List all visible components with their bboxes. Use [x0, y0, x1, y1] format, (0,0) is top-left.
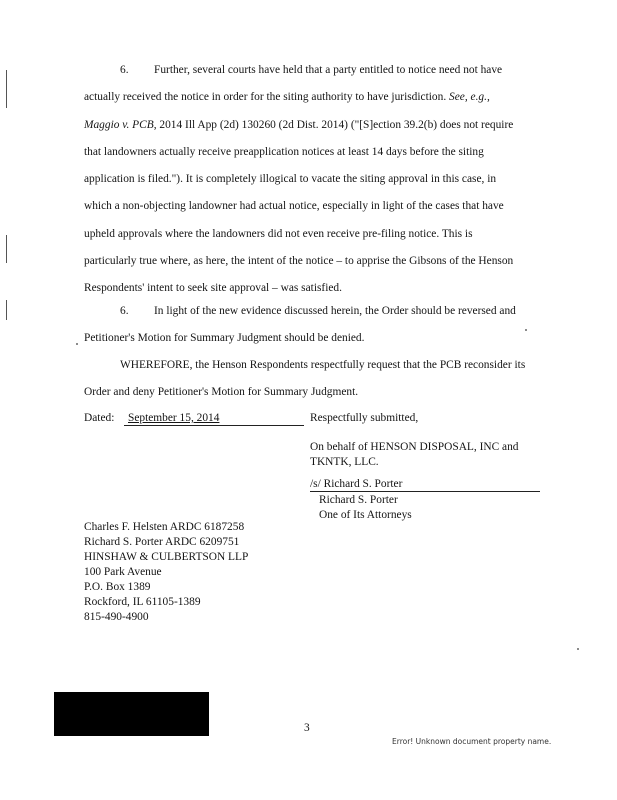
- counsel-line: P.O. Box 1389: [84, 581, 151, 593]
- scan-speck: [76, 343, 78, 345]
- paragraph-line: [84, 298, 540, 325]
- paragraph-text: WHEREFORE, the Henson Respondents respectfully request that the PCB reconsider its: [120, 359, 526, 371]
- paragraph-line: that landowners actually receive preapplication notices at least 14 days before the siting: [84, 145, 484, 158]
- wherefore-clause: [84, 352, 540, 407]
- on-behalf-line-2: TKNTK, LLC.: [310, 456, 379, 468]
- paragraph-line: particularly true where, as here, the intent of the notice – to apprise the Gibsons of the Henson: [84, 255, 514, 268]
- redaction-box: [54, 692, 209, 736]
- paragraph-line: application is filed."). It is completely illogical to vacate the siting approval in this case, in: [84, 173, 497, 186]
- counsel-line: Rockford, IL 61105-1389: [84, 596, 201, 608]
- paragraph-text: In light of the new evidence discussed herein, the Order should be reversed and: [154, 305, 516, 317]
- page-number: 3: [304, 722, 310, 734]
- paragraph-6-notice: [84, 57, 540, 303]
- scan-speck: [577, 648, 579, 650]
- signer-name: Richard S. Porter: [319, 494, 398, 506]
- date-underline: [124, 425, 304, 426]
- left-margin-mark: [6, 300, 7, 320]
- counsel-line: 815-490-4900: [84, 611, 149, 623]
- paragraph-number: 6.: [120, 305, 129, 317]
- paragraph-line: which a non-objecting landowner had actual notice, especially in light of the cases that have: [84, 200, 504, 213]
- paragraph-line: Petitioner's Motion for Summary Judgment should be denied.: [84, 332, 365, 345]
- paragraph-line: [84, 57, 540, 84]
- footer-error-text: Error! Unknown document property name.: [392, 737, 552, 746]
- paragraph-6-conclusion: [84, 298, 540, 353]
- paragraph-line: Order and deny Petitioner's Motion for Summary Judgment.: [84, 386, 359, 399]
- left-margin-mark: [6, 70, 7, 108]
- left-margin-mark: [6, 235, 7, 263]
- on-behalf-line-1: On behalf of HENSON DISPOSAL, INC and: [310, 441, 519, 453]
- signer-role: One of Its Attorneys: [319, 509, 412, 521]
- paragraph-line: actually received the notice in order for the siting authority to have jurisdiction. See, e.g.,: [84, 91, 490, 104]
- dated-value: September 15, 2014: [128, 412, 220, 424]
- paragraph-text: Further, several courts have held that a party entitled to notice need not have: [154, 64, 503, 76]
- paragraph-line: Respondents' intent to seek site approval – was satisfied.: [84, 282, 342, 295]
- paragraph-line: [84, 352, 540, 379]
- case-name-italic: Maggio v. PCB: [84, 118, 154, 131]
- counsel-line: 100 Park Avenue: [84, 566, 162, 578]
- counsel-line: Charles F. Helsten ARDC 6187258: [84, 521, 245, 533]
- paragraph-line: Maggio v. PCB, 2014 Ill App (2d) 130260 (2d Dist. 2014) ("[S]ection 39.2(b) does not require: [84, 118, 514, 131]
- counsel-line: Richard S. Porter ARDC 6209751: [84, 536, 240, 548]
- counsel-line: HINSHAW & CULBERTSON LLP: [84, 551, 249, 563]
- paragraph-line: upheld approvals where the landowners did not even receive pre-filing notice. This is: [84, 227, 473, 240]
- paragraph-number: 6.: [120, 64, 129, 76]
- dated-label: Dated:: [84, 412, 115, 424]
- electronic-signature: /s/ Richard S. Porter: [310, 478, 403, 490]
- respectfully-submitted: Respectfully submitted,: [310, 412, 419, 424]
- signature-line: [310, 491, 540, 492]
- signal-italic: See, e.g.,: [449, 91, 490, 104]
